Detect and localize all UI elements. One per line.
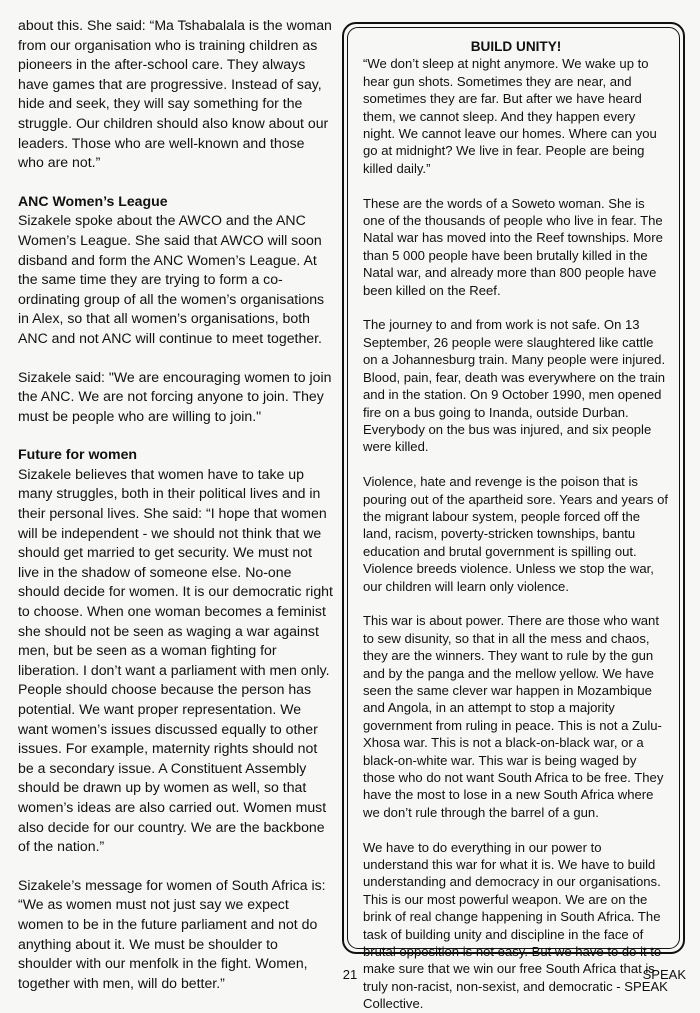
sidebar-paragraph: We have to do everything in our power to understand this war for what it is. We have to build understanding and democracy in our organisations. This is our most powerful weapon. We are on the brink of real change happening in South Africa. The task of building unity and discipline in the face of brutal opposition is not easy. But we have to do it to make sure that we win our free South Africa that is truly non-racist, non-sexist, and democratic - SPEAK Collective.: [363, 839, 668, 1012]
sidebar-paragraph: “We don’t sleep at night anymore. We wake up to hear gun shots. Sometimes they are near, and sometimes they are far. But after we have heard them, we cannot sleep. And they happen every night. We cannot leave our homes. Where can you go at midnight? We live in fear. People are being killed daily.”: [363, 56, 657, 176]
article-paragraph: about this. She said: “Ma Tshabalala is the woman from our organisation who is training children as pioneers in the after-school care. They always have games that are progressive. Instead of say, hide and seek, they will say something for the struggle. Our children should also know about our leaders. Those who are well-known and those who are not.”: [18, 17, 332, 171]
article-paragraph: Sizakele said: "We are encouraging women to join the ANC. We are not forcing anyone to join. They must be people who are willing to join.": [18, 368, 332, 424]
section-heading-future-for-women: Future for women: [18, 446, 138, 463]
sidebar-paragraph: The journey to and from work is not safe. On 13 September, 26 people were slaughtered like cattle on a Johannesburg train. Many people were injured. Blood, pain, fear, death was everywhere on the train and in the station. On 9 October 1990, men opened fire on a bus going to Inanda, outside Durban. Everybody on the bus was injured, and six people were killed.: [363, 317, 666, 455]
publication-name: SPEAK: [642, 967, 686, 982]
section-heading-anc-womens-league: ANC Women’s League: [18, 192, 168, 209]
sidebar-title: BUILD UNITY!: [470, 39, 562, 54]
article-paragraph: Sizakele’s message for women of South Africa is: “We as women must not just say we expect women to be in the future parliament and not do anything about it. We must be shoulder to shoulder with our menfolk in the fight. Women, together with men, will do better.”: [18, 876, 326, 991]
sidebar-paragraph: These are the words of a Soweto woman. She is one of the thousands of people who live in fear. The Natal war has moved into the Reef townships. More than 5 000 people have been brutally killed in the Natal war, and already more than 800 people have been killed on the Reef.: [363, 195, 663, 298]
article-paragraph: Sizakele spoke about the AWCO and the ANC Women’s League. She said that AWCO will soon disband and form the ANC Women’s League. At the same time they are trying to form a co-ordinating group of all the women’s organisations in Alex, so that all women’s organisations, both ANC and not ANC will continue to meet together.: [18, 212, 325, 346]
article-paragraph: Sizakele believes that women have to take up many struggles, both in their political lives and in their personal lives. She said: “I hope that women will be independent - we should not think that we should get married to get security. We must not live in the shadow of someone else. No-one should decide for women. It is our democratic right to choose. When one woman becomes a feminist she should not be seen as waging a war against men, but be seen as a woman fighting for liberation. I don’t want a parliament with men only. People should choose because the person has potential. We want proper representation. We want women’s issues discussed equally to other issues. For example, maternity rights should not be a secondary issue. A Constituent Assembly should be drawn up by women as well, so that women’s ideas are also carried out. Women must also decide for our country. We are the backbone of the nation.”: [18, 465, 333, 855]
page-number: 21: [342, 967, 358, 982]
sidebar-paragraph: This war is about power. There are those who want to sew disunity, so that in all the mess and chaos, they are the winners. They want to rule by the gun and by the panga and the mellow yellow. We have seen the same clever war happen in Mozambique and Angola, in an attempt to stop a majority government from ruling in peace. This is not a Zulu-Xhosa war. This is not a black-on-black war, or a black-on-white war. This war is being waged by those who do not want South Africa to be free. They have the most to lose in a new South Africa where we don’t rule through the barrel of a gun.: [363, 613, 664, 820]
sidebar-paragraph: Violence, hate and revenge is the poison that is pouring out of the apartheid sore. Years and years of the migrant labour system, people forced off the land, racism, poverty-stricken townships, bantu education and brutal government is spilling out. Violence breeds violence. Unless we stop the war, our children will learn only violence.: [363, 474, 669, 594]
article-column: [18, 16, 334, 1012]
